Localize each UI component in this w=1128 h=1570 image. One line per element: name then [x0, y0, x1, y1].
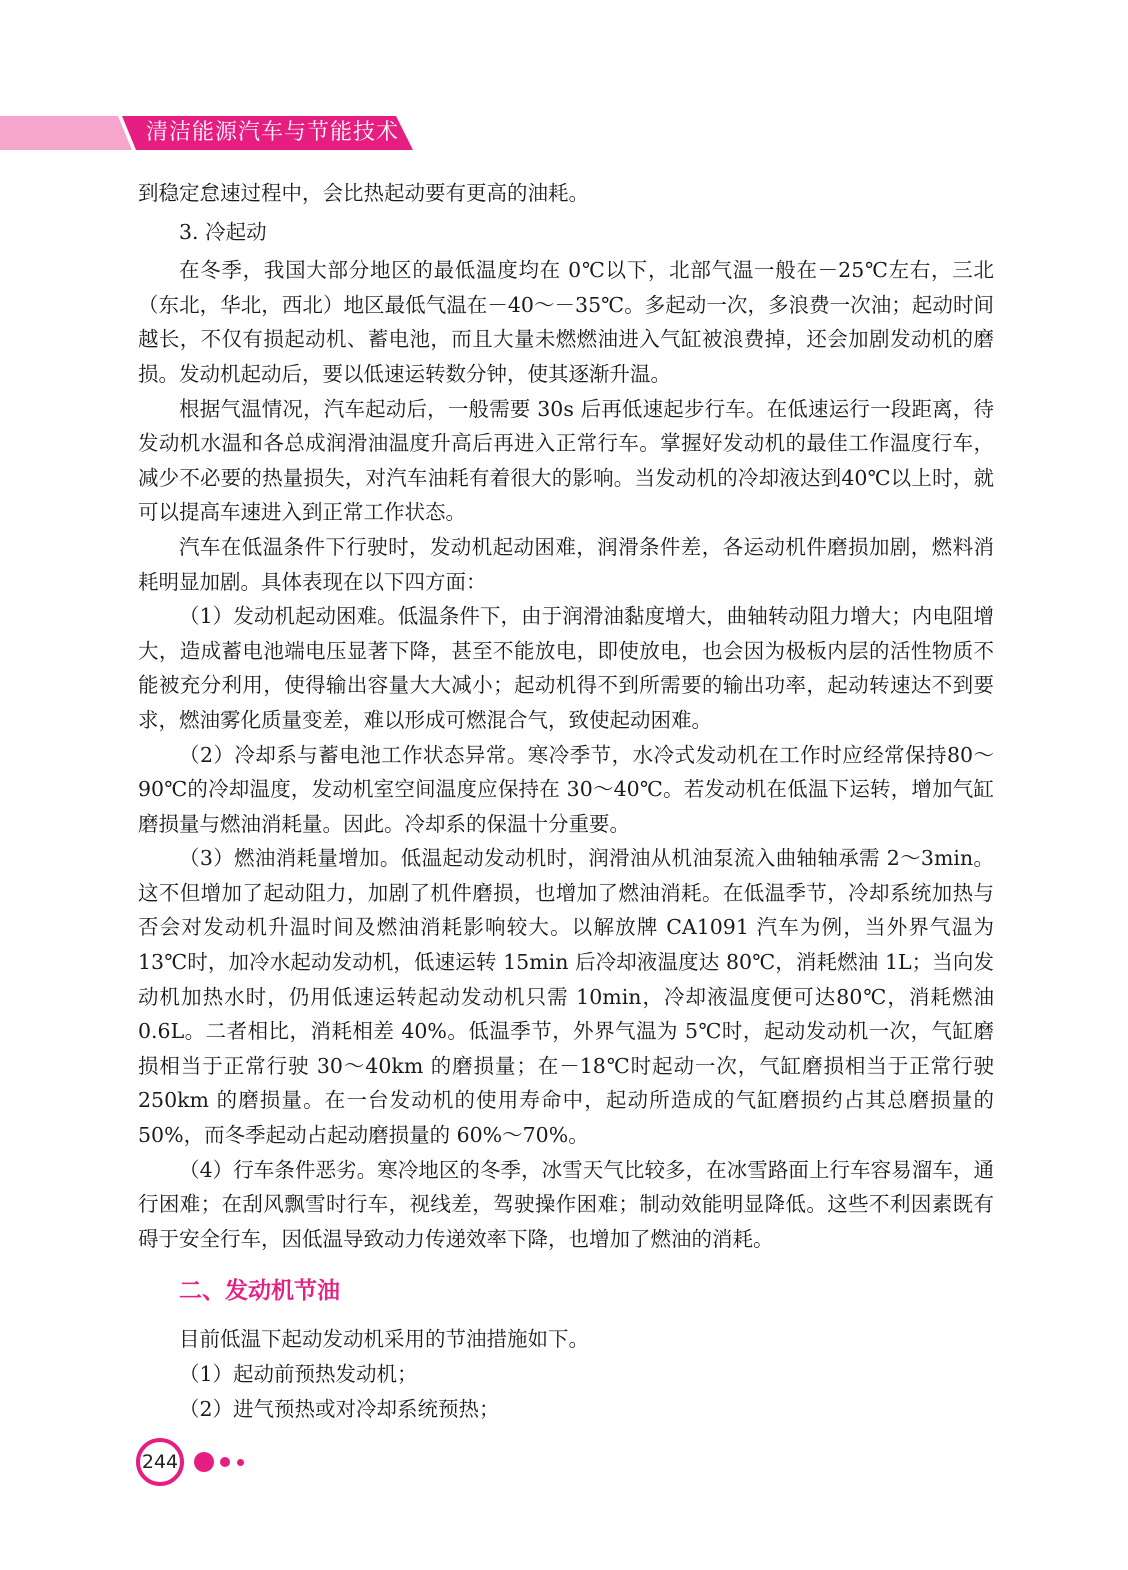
subheading-cold-start: 3. 冷起动: [179, 219, 267, 244]
paragraph-low-temp: 汽车在低温条件下行驶时，发动机起动困难，润滑条件差，各运动机件磨损加剧，燃料消耗明显加剧。具体表现在以下四方面：: [138, 534, 994, 594]
body-text: [138, 176, 994, 1426]
paragraph-item-2: （2）冷却系与蓄电池工作状态异常。寒冷季节，水冷式发动机在工作时应经常保持80～90℃的冷却温度，发动机室空间温度应保持在 30～40℃。若发动机在低温下运转，增加气缸磨损量与燃油消耗量。因此。冷却系的保温十分重要。: [138, 742, 994, 836]
page-number: 244: [141, 1451, 179, 1473]
paragraph-item-4: （4）行车条件恶劣。寒冷地区的冬季，冰雪天气比较多，在冰雪路面上行车容易溜车，通行困难；在刮风飘雪时行车，视线差，驾驶操作困难；制动效能明显降低。这些不利因素既有碍于安全行车，因低温导致动力传递效率下降，也增加了燃油的消耗。: [138, 1157, 994, 1251]
paragraph-item-1: （1）发动机起动困难。低温条件下，由于润滑油黏度增大，曲轴转动阻力增大；内电阻增大，造成蓄电池端电压显著下降，甚至不能放电，即使放电，也会因为极板内层的活性物质不能被充分利用，使得输出容量大大减小；起动机得不到所需要的输出功率，起动转速达不到要求，燃油雾化质量变差，难以形成可燃混合气，致使起动困难。: [138, 604, 994, 732]
paragraph-warmup: 根据气温情况，汽车起动后，一般需要 30s 后再低速起步行车。在低速运行一段距离，待发动机水温和各总成润滑油温度升高后再进入正常行车。掌握好发动机的最佳工作温度行车，减少不必要的热量损失，对汽车油耗有着很大的影响。当发动机的冷却液达到40℃以上时，就可以提高车速进入到正常工作状态。: [138, 396, 994, 525]
section-item-1: （1）起动前预热发动机；: [179, 1362, 418, 1386]
paragraph-item-3: （3）燃油消耗量增加。低温起动发动机时，润滑油从机油泵流入曲轴轴承需 2～3min。这不但增加了起动阻力，加剧了机件磨损，也增加了燃油消耗。在低温季节，冷却系统加热与否会对发动机升温时间及燃油消耗影响较大。以解放牌 CA1091 汽车为例，当外界气温为 13℃时，加冷水起动发动机，低速运转 15min 后冷却液温度达 80℃，消耗燃油 1L；当向发动机加热水时，仍用低速运转起动发动机只需 10min，冷却液温度便可达80℃，消耗燃油 0.6L。二者相比，消耗相差 40%。低温季节，外界气温为 5℃时，起动发动机一次，气缸磨损相当于正常行驶 30～40km 的磨损量；在－18℃时起动一次，气缸磨损相当于正常行驶 250km 的磨损量。在一台发动机的使用寿命中，起动所造成的气缸磨损约占其总磨损量的 50%，而冬季起动占起动磨损量的 60%～70%。: [138, 846, 994, 1148]
header-title: 清洁能源汽车与节能技术: [146, 120, 400, 145]
section-item-2: （2）进气预热或对冷却系统预热；: [179, 1396, 500, 1421]
section-intro: 目前低温下起动发动机采用的节油措施如下。: [179, 1327, 589, 1352]
paragraph-continuation: 到稳定怠速过程中，会比热起动要有更高的油耗。: [138, 181, 589, 205]
decor-dot-small: [237, 1459, 244, 1466]
paragraph-winter: 在冬季，我国大部分地区的最低温度均在 0℃以下，北部气温一般在－25℃左右，三北（东北，华北，西北）地区最低气温在－40～－35℃。多起动一次，多浪费一次油；起动时间越长，不仅有损起动机、蓄电池，而且大量未燃燃油进入气缸被浪费掉，还会加剧发动机的磨损。发动机起动后，要以低速运转数分钟，使其逐渐升温。: [138, 258, 994, 386]
decor-dot-large: [194, 1452, 214, 1472]
section-heading: 二、发动机节油: [179, 1278, 340, 1305]
page-footer: [136, 1438, 276, 1488]
decor-dot-medium: [220, 1457, 230, 1467]
